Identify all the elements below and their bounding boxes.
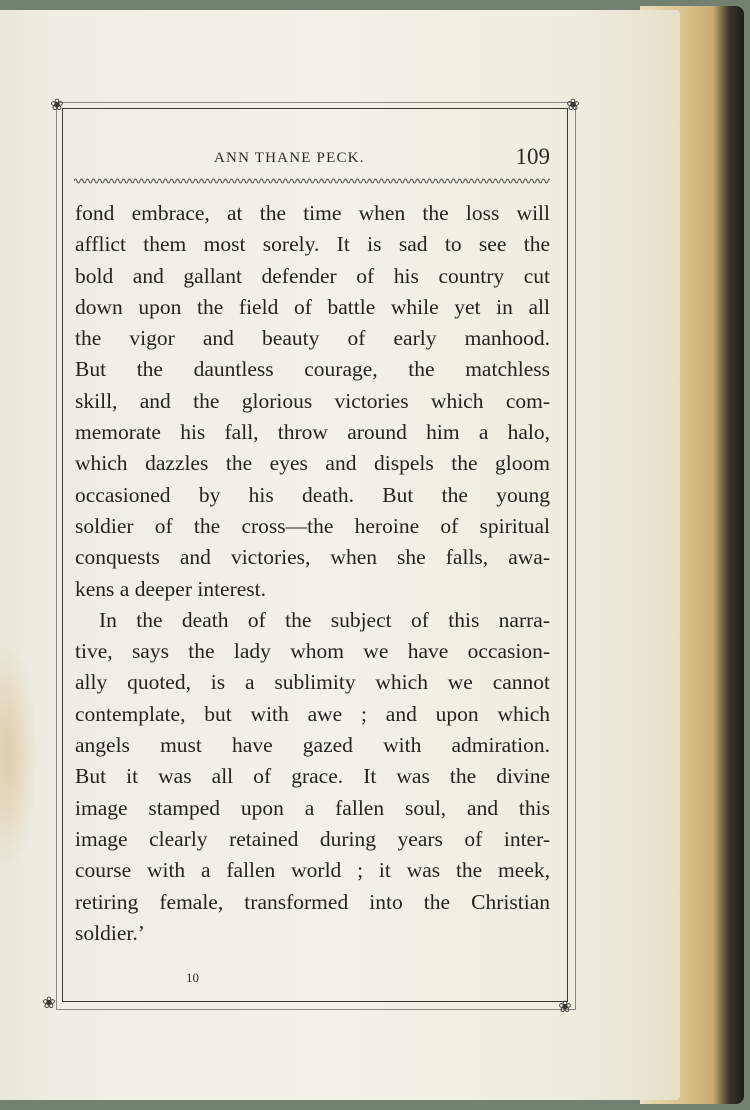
text-line: soldier.’ (75, 920, 145, 945)
text-line: But it was all of grace. It was the divine (75, 764, 550, 789)
text-line: conquests and victories, when she falls, awa- (75, 545, 550, 570)
corner-ornament-icon: ❀ (50, 95, 64, 114)
text-line: down upon the field of battle while yet in all (75, 294, 550, 319)
text-line: course with a fallen world ; it was the meek, (75, 858, 550, 883)
running-head (74, 144, 552, 174)
text-line: soldier of the cross—the heroine of spiritual (75, 513, 550, 538)
text-line: But the dauntless courage, the matchless (75, 357, 550, 382)
corner-ornament-icon: ❀ (558, 997, 572, 1016)
text-line: contemplate, but with awe ; and upon which (75, 701, 550, 726)
signature-mark: 10 (186, 970, 199, 985)
text-line: retiring female, transformed into the Christian (75, 889, 550, 914)
text-line: memorate his fall, throw around him a halo, (75, 420, 550, 445)
text-line: occasioned by his death. But the young (75, 482, 550, 507)
text-line: bold and gallant defender of his country cut (75, 263, 550, 288)
text-line: ally quoted, is a sublimity which we cannot (75, 670, 550, 695)
wavy-rule (74, 176, 550, 186)
text-line: angels must have gazed with admiration. (75, 733, 550, 758)
text-line: fond embrace, at the time when the loss will (75, 201, 550, 225)
text-line: image stamped upon a fallen soul, and this (75, 795, 550, 820)
text-line: image clearly retained during years of inter- (75, 826, 550, 851)
text-line: which dazzles the eyes and dispels the gloom (75, 451, 550, 476)
text-line: In the death of the subject of this narra- (99, 607, 550, 632)
page-stain (0, 640, 38, 870)
paragraph (75, 198, 550, 605)
text-line: afflict them most sorely. It is sad to see the (75, 232, 550, 257)
text-line: kens a deeper interest. (75, 576, 267, 601)
paragraph (75, 605, 550, 949)
page-number: 109 (515, 144, 550, 169)
corner-ornament-icon: ❀ (42, 993, 56, 1012)
corner-ornament-icon: ❀ (566, 95, 580, 114)
body-text (75, 198, 550, 949)
running-head-title: ANN THANE PECK. (214, 150, 365, 166)
text-line: skill, and the glorious victories which com- (75, 388, 550, 413)
text-line: tive, says the lady whom we have occasion- (75, 639, 550, 664)
text-line: the vigor and beauty of early manhood. (75, 326, 550, 351)
